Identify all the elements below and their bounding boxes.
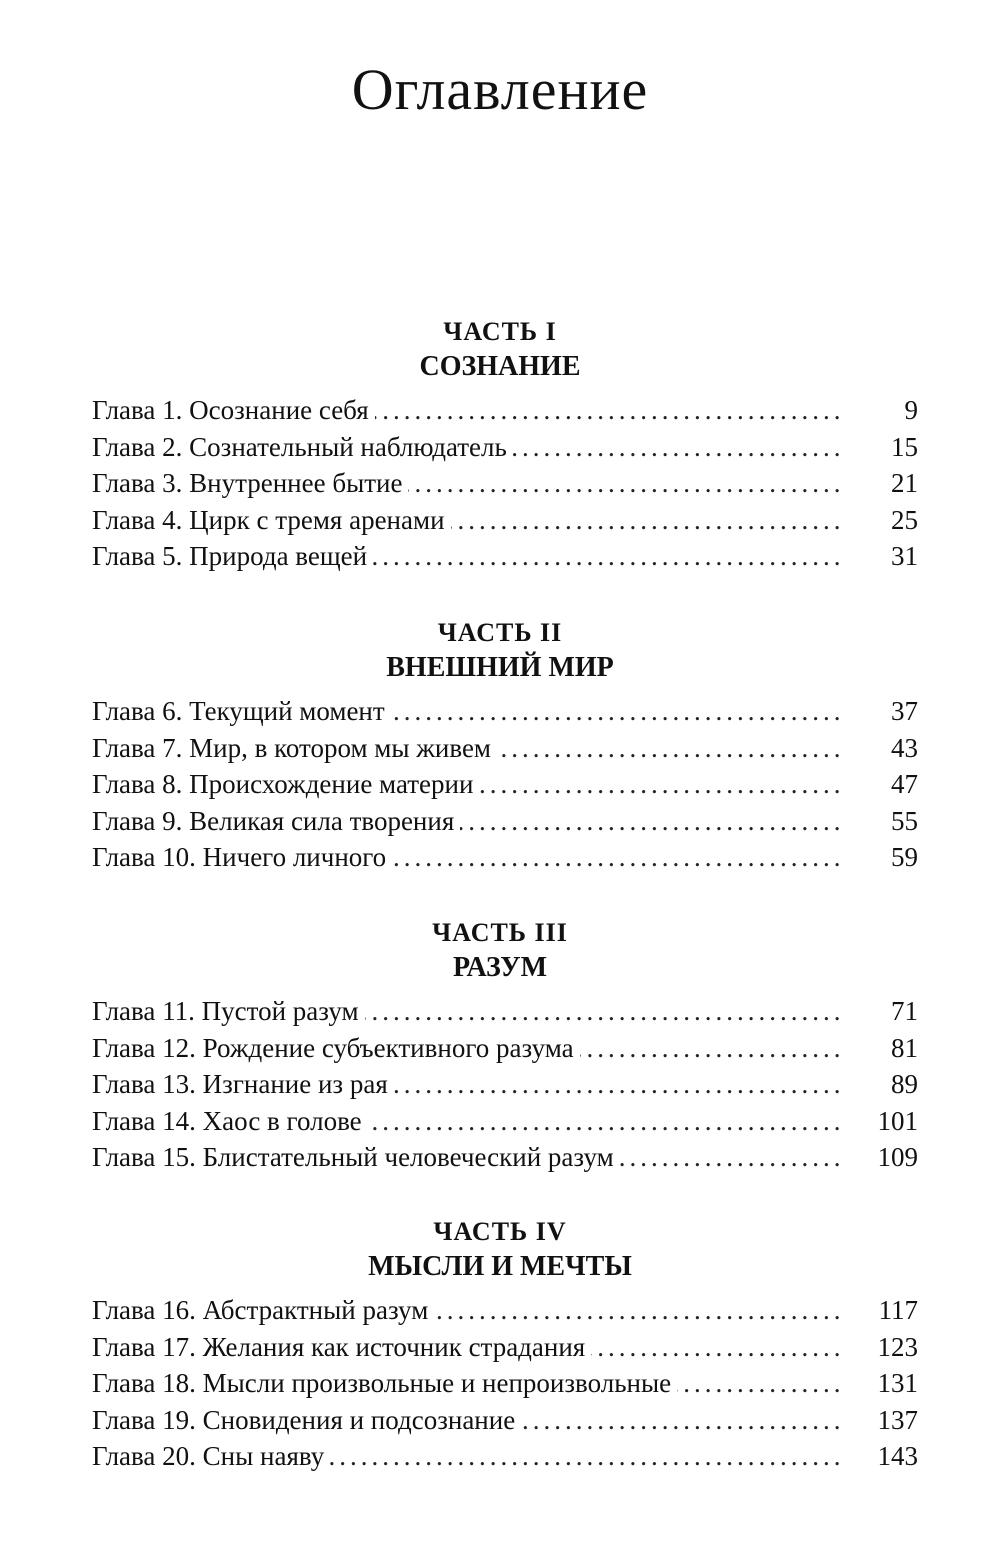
toc-entry[interactable] [0, 993, 1000, 1030]
page-number: 55 [891, 805, 918, 836]
chapter-title: Глава 5. Природа вещей [92, 538, 373, 575]
page-number: 31 [891, 541, 918, 571]
part-1 [0, 316, 1000, 575]
page-number: 137 [877, 1404, 918, 1435]
toc-entry[interactable] [0, 766, 1000, 803]
chapter-title: Глава 14. Хаос в голове [92, 1103, 368, 1140]
chapter-list [0, 693, 1000, 876]
page-number: 101 [877, 1105, 918, 1136]
page-number: 131 [877, 1368, 918, 1398]
page-number: 71 [891, 996, 918, 1026]
chapter-title: Глава 18. Мысли произвольные и непроизвольные [92, 1365, 677, 1402]
toc-entry[interactable] [0, 429, 1000, 466]
page-number: 117 [878, 1295, 918, 1325]
toc-entry[interactable] [0, 839, 1000, 876]
toc-entry[interactable] [0, 730, 1000, 767]
chapter-title: Глава 11. Пустой разум [92, 993, 365, 1030]
chapter-title: Глава 20. Сны наяву [92, 1438, 330, 1475]
page-number: 109 [877, 1142, 918, 1172]
page-title: Оглавление [351, 57, 649, 122]
part-label: ЧАСТЬ II [437, 618, 563, 647]
toc-entry[interactable] [0, 1139, 1000, 1176]
page-number: 37 [891, 696, 918, 726]
toc-entry[interactable] [0, 1329, 1000, 1366]
toc-entry[interactable] [0, 1103, 1000, 1140]
page-number: 59 [891, 842, 918, 872]
toc-entry[interactable] [0, 1066, 1000, 1103]
page-number: 25 [891, 504, 918, 535]
chapter-title: Глава 7. Мир, в котором мы живем [92, 730, 497, 767]
chapter-title: Глава 4. Цирк с тремя аренами [92, 502, 451, 539]
part-2 [0, 617, 1000, 876]
toc-entry[interactable] [0, 392, 1000, 429]
page-number: 9 [904, 395, 918, 425]
part-title: СОЗНАНИЕ [419, 351, 581, 382]
part-label: ЧАСТЬ I [443, 317, 557, 346]
part-title: МЫСЛИ И МЕЧТЫ [368, 1251, 632, 1282]
chapter-title: Глава 9. Великая сила творения [92, 803, 460, 840]
toc-entry[interactable] [0, 502, 1000, 539]
toc-entry[interactable] [0, 803, 1000, 840]
chapter-title: Глава 19. Сновидения и подсознание [92, 1402, 521, 1439]
chapter-title: Глава 6. Текущий момент [92, 693, 391, 730]
page-number: 15 [891, 431, 918, 462]
toc-entry[interactable] [0, 1365, 1000, 1402]
chapter-title: Глава 15. Блистательный человеческий разум [92, 1139, 620, 1176]
page-number: 89 [891, 1069, 918, 1099]
toc-entry[interactable] [0, 693, 1000, 730]
toc-entry[interactable] [0, 1030, 1000, 1067]
chapter-title: Глава 13. Изгнание из рая [92, 1066, 394, 1103]
page-number: 43 [891, 732, 918, 763]
chapter-list [0, 993, 1000, 1176]
part-title: ВНЕШНИЙ МИР [386, 652, 614, 683]
part-label: ЧАСТЬ III [432, 918, 568, 947]
chapter-title: Глава 16. Абстрактный разум [92, 1292, 434, 1329]
part-label: ЧАСТЬ IV [433, 1217, 567, 1246]
toc-entry[interactable] [0, 538, 1000, 575]
chapter-title: Глава 12. Рождение субъективного разума [92, 1030, 580, 1067]
page-number: 123 [877, 1331, 918, 1362]
toc-entry[interactable] [0, 1292, 1000, 1329]
toc-entry[interactable] [0, 1438, 1000, 1475]
toc-entry[interactable] [0, 1402, 1000, 1439]
chapter-title: Глава 1. Осознание себя [92, 392, 375, 429]
page-number: 21 [891, 468, 918, 498]
page-number: 47 [891, 769, 918, 799]
chapter-title: Глава 3. Внутреннее бытие [92, 465, 408, 502]
chapter-title: Глава 2. Сознательный наблюдатель [92, 429, 513, 466]
part-3 [0, 917, 1000, 1176]
chapter-title: Глава 8. Происхождение материи [92, 766, 479, 803]
page-number: 81 [891, 1032, 918, 1063]
chapter-list [0, 1292, 1000, 1475]
chapter-title: Глава 10. Ничего личного [92, 839, 392, 876]
page-number: 143 [877, 1441, 918, 1471]
toc-entry[interactable] [0, 465, 1000, 502]
chapter-title: Глава 17. Желания как источник страдания [92, 1329, 591, 1366]
part-title: РАЗУМ [452, 952, 548, 983]
part-4 [0, 1216, 1000, 1475]
chapter-list [0, 392, 1000, 575]
